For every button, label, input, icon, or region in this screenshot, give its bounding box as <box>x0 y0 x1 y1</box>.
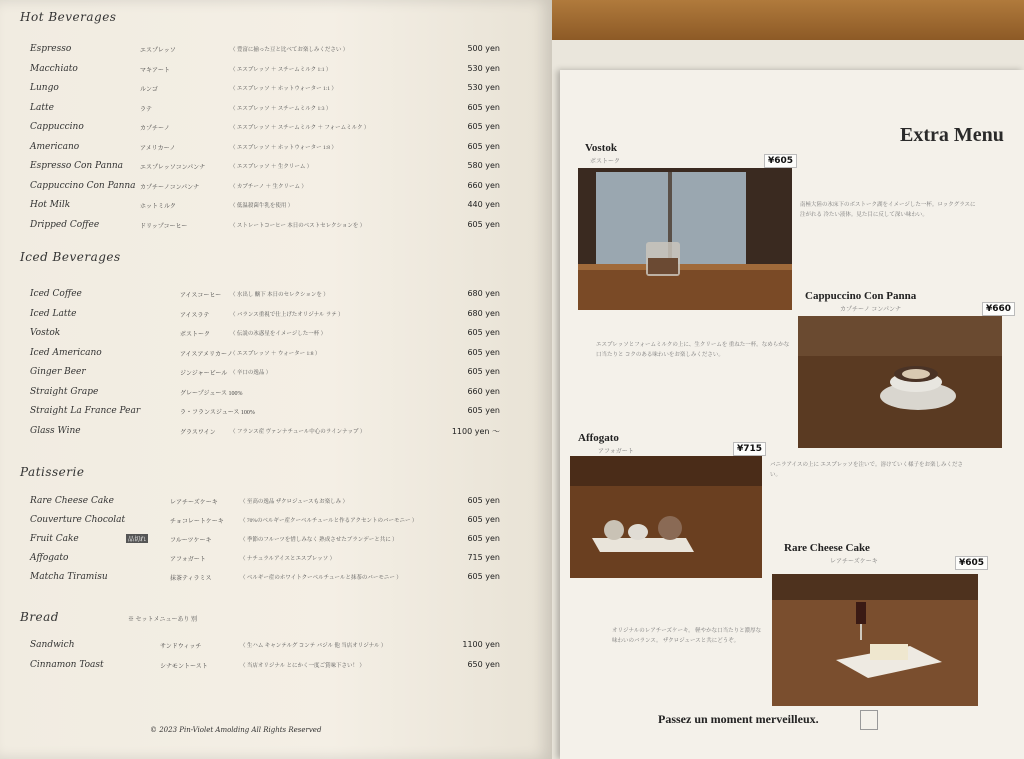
item-price: 530 yen <box>467 83 500 92</box>
item-description: （ ベルギー産のホワイトクーベルチュールと抹茶のバーモニー ） <box>240 575 402 581</box>
item-name: Iced Americano <box>30 347 102 358</box>
item-price: 605 yen <box>467 572 500 581</box>
item-price: 1100 yen ～ <box>451 426 500 436</box>
item-price: 605 yen <box>467 122 500 131</box>
item-name: Straight La France Pear <box>30 406 141 416</box>
item-price: 1100 yen <box>462 640 500 649</box>
item-price: 605 yen <box>467 515 500 524</box>
item-price: 440 yen <box>467 200 500 209</box>
item-japanese-name: グラスワイン <box>180 429 216 436</box>
affogato-title: Affogato <box>578 432 619 444</box>
item-japanese-name: ラテ <box>140 106 153 113</box>
item-price: 580 yen <box>467 161 500 170</box>
iced-beverages-title: Iced Beverages <box>20 250 121 264</box>
patisserie-row <box>30 494 500 510</box>
cappuccino-title: Cappuccino Con Panna <box>805 290 917 302</box>
item-description: （ 辛口の逸品 ） <box>230 370 272 376</box>
item-description: （ 至高の逸品 ザクロジュースもお楽しみ ） <box>240 499 349 505</box>
item-japanese-name: カプチーノコンパンナ <box>140 184 200 191</box>
item-description: （ フランス産 ヴァンナチュール中心のラインナップ ） <box>230 428 366 435</box>
item-name: Iced Coffee <box>30 289 82 299</box>
item-description: （ ストレートコーヒー 本日のベストセレクションを ） <box>230 222 366 229</box>
item-name: Glass Wine <box>30 425 81 436</box>
patisserie-row <box>30 570 500 586</box>
item-japanese-name: 抹茶ティラミス <box>170 576 212 582</box>
cappuccino-subtitle: カプチーノ コンパンナ <box>840 307 901 313</box>
item-price: 605 yen <box>467 141 500 151</box>
item-name: Iced Latte <box>30 308 77 319</box>
cappuccino-description: エスプレッソとフォームミルクの上に、生クリームを 重ねた一杯。なめらかな口当たりと コクのある味わいをお楽しみください。 <box>596 342 790 358</box>
vostok-subtitle: ボストーク <box>590 159 621 165</box>
hot-row <box>30 179 500 195</box>
item-description: （ 季節のフルーツを惜しみなく 熟成させたブランデーと共に ） <box>240 537 398 543</box>
item-japanese-name: アイスコーヒー <box>180 293 222 299</box>
item-description: （ ナチュラルアイスとエスプレッソ ） <box>240 556 336 562</box>
item-price: 500 yen <box>467 44 500 53</box>
tagline: Passez un moment merveilleux. <box>658 712 819 726</box>
patisserie-row <box>30 513 500 529</box>
hot-row <box>30 159 500 175</box>
item-price: 605 yen <box>467 367 500 376</box>
vostok-price-tag: ¥605 <box>764 154 797 168</box>
item-japanese-name: アイスアメリカーノ <box>180 351 233 358</box>
cheesecake-subtitle: レアチーズケーキ <box>830 559 878 565</box>
item-name: Vostok <box>30 328 61 338</box>
item-japanese-name: ルンゴ <box>140 87 158 93</box>
patisserie-row <box>30 532 500 548</box>
cheesecake-title: Rare Cheese Cake <box>784 542 870 554</box>
hot-beverages-title: Hot Beverages <box>20 10 117 24</box>
item-japanese-name: アフォガート <box>170 557 206 563</box>
item-name: Rare Cheese Cake <box>30 496 115 506</box>
item-price: 605 yen <box>467 534 500 543</box>
item-japanese-name: エスプレッソ <box>140 48 176 54</box>
item-name: Espresso Con Panna <box>30 161 124 171</box>
item-japanese-name: ラ・フランスジュース 100% <box>180 410 255 416</box>
item-japanese-name: マキアート <box>140 67 170 74</box>
item-name: Hot Milk <box>30 200 71 210</box>
item-japanese-name: ボストーク <box>180 332 211 338</box>
item-description: （ 低温殺菌牛乳を使用 ） <box>230 203 294 209</box>
bread-title: Bread <box>20 610 59 624</box>
iced-row <box>30 424 500 440</box>
item-description: （ エスプレッソ ＋ ウォーター 1:8 ） <box>230 350 321 357</box>
iced-row <box>30 404 500 420</box>
small-box <box>860 710 878 730</box>
item-japanese-name: アメリカーノ <box>140 145 176 152</box>
cheesecake-photo <box>772 574 978 706</box>
item-name: Fruit Cake <box>30 534 79 544</box>
item-name: Cappuccino Con Panna <box>30 180 136 191</box>
hot-row <box>30 120 500 136</box>
item-japanese-name: ホットミルク <box>140 204 176 210</box>
item-name: Affogato <box>30 553 69 563</box>
item-description: （ エスプレッソ ＋ スチームミルク ＋ フォームミルク ） <box>230 125 370 131</box>
item-price: 530 yen <box>467 63 500 73</box>
sold-out-badge: 品切れ <box>126 534 148 543</box>
iced-row <box>30 307 500 323</box>
vostok-title: Vostok <box>585 142 617 154</box>
hot-row <box>30 140 500 156</box>
cappuccino-photo <box>798 316 1002 448</box>
item-price: 605 yen <box>467 406 500 415</box>
item-price: 660 yen <box>467 180 500 190</box>
item-price: 605 yen <box>467 328 500 337</box>
item-name: Matcha Tiramisu <box>30 572 108 582</box>
item-price: 680 yen <box>467 289 500 298</box>
item-price: 605 yen <box>467 102 500 112</box>
item-name: Ginger Beer <box>30 367 86 377</box>
item-name: Cappuccino <box>30 122 84 132</box>
item-name: Americano <box>30 141 80 152</box>
item-description: （ エスプレッソ ＋ スチームミルク 1:1 ） <box>230 66 332 73</box>
affogato-subtitle: アフォガート <box>598 449 634 455</box>
item-description: （ エスプレッソ ＋ ホットウォーター 1:1 ） <box>230 86 337 92</box>
item-price: 715 yen <box>467 553 500 562</box>
affogato-photo <box>570 456 762 578</box>
item-description: （ 豊富に揃った豆と比べてお楽しみください ） <box>230 47 349 53</box>
item-description: （ 伝説の氷惑星をイメージした一杯 ） <box>230 331 327 337</box>
item-japanese-name: レアチーズケーキ <box>170 500 218 506</box>
item-name: Sandwich <box>30 640 75 650</box>
item-description: （ 生ハム キャンテルグ コンテ バジル 他 当店オリジナル ） <box>240 643 387 649</box>
item-name: Couverture Chocolat <box>30 515 126 525</box>
cheesecake-price-tag: ¥605 <box>955 556 988 570</box>
table-wood <box>548 0 1024 40</box>
iced-row <box>30 287 500 303</box>
hot-row <box>30 218 500 234</box>
item-name: Lungo <box>30 83 59 93</box>
item-price: 605 yen <box>467 219 500 229</box>
iced-row <box>30 326 500 342</box>
item-name: Latte <box>30 102 54 113</box>
item-description: （ カプチーノ ＋ 生クリーム ） <box>230 183 307 190</box>
item-japanese-name: アイスラテ <box>180 312 210 319</box>
item-japanese-name: ジンジャービール <box>180 371 228 377</box>
iced-row <box>30 385 500 401</box>
item-japanese-name: ドリップコーヒー <box>140 223 188 230</box>
iced-row <box>30 365 500 381</box>
item-price: 680 yen <box>467 308 500 318</box>
hot-row <box>30 101 500 117</box>
cheesecake-description: オリジナルのレアチーズケーキ。 軽やかな口当たりと濃厚な 味わいのバランス。 ザクロジュースと共にどうぞ。 <box>612 628 762 644</box>
item-japanese-name: シナモントースト <box>160 664 208 670</box>
item-price: 660 yen <box>467 386 500 396</box>
copyright-footer: © 2023 Pin-Violet Amolding All Rights Reserved <box>150 726 322 734</box>
hot-row <box>30 81 500 97</box>
item-japanese-name: チョコレートケーキ <box>170 519 224 525</box>
item-japanese-name: グレープジュース 100% <box>180 390 243 397</box>
item-description: （ エスプレッソ ＋ スチームミルク 1:3 ） <box>230 105 332 112</box>
affogato-description: バニラアイスの上に エスプレッソを注いで。溶けていく様子をお楽しみください。 <box>770 462 963 478</box>
item-price: 605 yen <box>467 496 500 505</box>
bread-note: ※ セットメニューあり 別 <box>128 617 197 623</box>
item-description: （ 70%のベルギー産クーベルチュールと作るアクセントのバーモニー ） <box>240 518 418 524</box>
item-description: （ エスプレッソ ＋ 生クリーム ） <box>230 164 313 170</box>
item-price: 605 yen <box>467 347 500 357</box>
bread-row <box>30 658 500 674</box>
item-name: Dripped Coffee <box>30 219 100 230</box>
item-japanese-name: カプチーノ <box>140 126 170 132</box>
item-description: （ 当店オリジナル とにかく一度ご賞味下さい！ ） <box>240 663 365 669</box>
hot-row <box>30 42 500 58</box>
item-name: Espresso <box>30 44 72 54</box>
hot-row <box>30 62 500 78</box>
item-japanese-name: エスプレッソコンパンナ <box>140 165 206 171</box>
hot-row <box>30 198 500 214</box>
item-description: （ 水出し 醸下 本日のセレクションを ） <box>230 292 329 298</box>
vostok-description: 南極大陸の氷床下のボストーク湖をイメージした一杯。ロックグラスに注がれる 冷たい液体。見た目に反して深い味わい。 <box>800 202 976 218</box>
item-japanese-name: サンドウィッチ <box>160 644 202 650</box>
item-name: Cinnamon Toast <box>30 660 104 670</box>
patisserie-title: Patisserie <box>20 465 85 479</box>
item-name: Macchiato <box>30 63 78 74</box>
vostok-photo <box>578 168 792 310</box>
item-name: Straight Grape <box>30 386 99 397</box>
item-description: （ エスプレッソ ＋ ホットウォーター 1:8 ） <box>230 144 337 151</box>
extra-menu-title: Extra Menu <box>900 124 1004 146</box>
iced-row <box>30 346 500 362</box>
item-price: 650 yen <box>467 660 500 669</box>
cappuccino-price-tag: ¥660 <box>982 302 1015 316</box>
item-description: （ バランス重視で仕上げたオリジナル ラテ ） <box>230 311 344 318</box>
item-japanese-name: フルーツケーキ <box>170 538 212 544</box>
bread-row <box>30 638 500 654</box>
affogato-price-tag: ¥715 <box>733 442 766 456</box>
patisserie-row <box>30 551 500 567</box>
